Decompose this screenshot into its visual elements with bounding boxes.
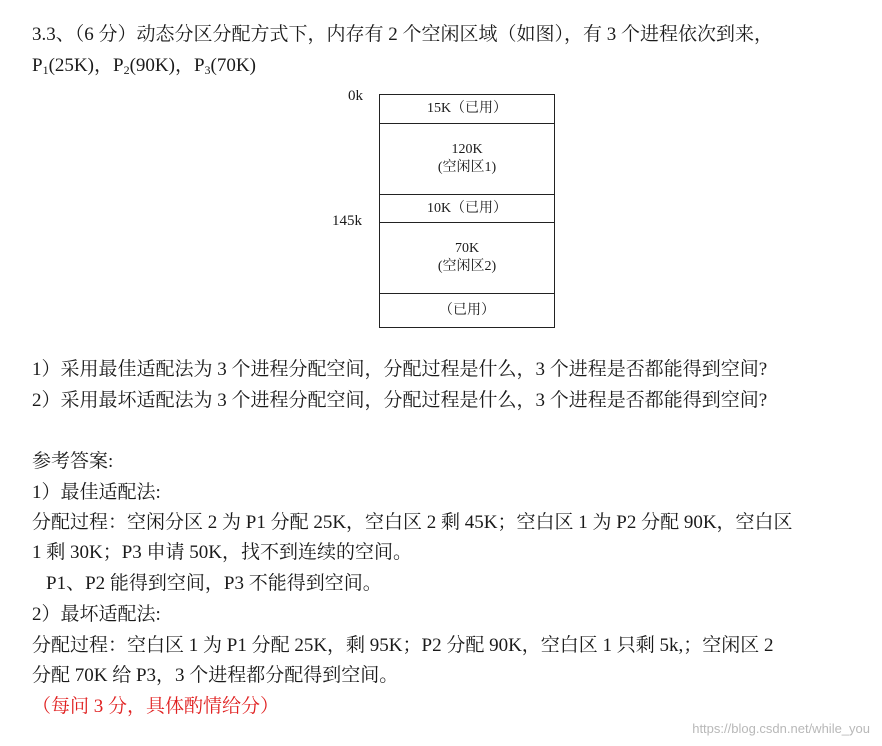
question-1: 1）采用最佳适配法为 3 个进程分配空间，分配过程是什么，3 个进程是否都能得到空间?: [32, 359, 768, 380]
best-fit-process-line-2: 1 剩 30K；P3 申请 50K，找不到连续的空间。: [32, 542, 413, 563]
process-list: [32, 54, 256, 78]
process-p3: $P_3(70K)$: [193, 55, 256, 77]
memory-diagram: [330, 88, 570, 338]
worst-fit-title: 2）最坏适配法:: [32, 604, 161, 625]
watermark: https://blog.csdn.net/while_you: [692, 721, 870, 736]
segment-used-15k: 15K（已用）: [380, 95, 554, 124]
address-label-145k: 145k: [332, 213, 362, 229]
process-p2: $P_2(90K)$，: [112, 55, 194, 77]
answer-heading: 参考答案:: [32, 451, 114, 472]
memory-block: [379, 94, 555, 328]
scoring-note: （每问 3 分，具体酌情给分）: [32, 696, 280, 717]
best-fit-conclusion: P1、P2 能得到空间，P3 不能得到空间。: [46, 573, 382, 594]
address-label-0k: 0k: [348, 88, 363, 104]
best-fit-title: 1）最佳适配法:: [32, 482, 161, 503]
worst-fit-process-line-1: 分配过程：空白区 1 为 P1 分配 25K，剩 95K；P2 分配 90K，空白区 1 只剩 5k,；空闲区 2: [32, 635, 774, 656]
question-2: 2）采用最坏适配法为 3 个进程分配空间，分配过程是什么，3 个进程是否都能得到空间?: [32, 390, 768, 411]
segment-used-10k: 10K（已用）: [380, 195, 554, 223]
segment-free-2: 70K (空闲区2): [380, 223, 554, 294]
segment-used-tail: （已用）: [439, 302, 495, 318]
worst-fit-process-line-2: 分配 70K 给 P3，3 个进程都分配得到空间。: [32, 665, 399, 686]
best-fit-process-line-1: 分配过程：空闲分区 2 为 P1 分配 25K，空白区 2 剩 45K；空白区 1 为 P2 分配 90K，空白区: [32, 512, 793, 533]
process-p1: $P_1(25K)$，: [32, 55, 113, 77]
question-line-1: 3.3、（6 分）动态分区分配方式下，内存有 2 个空闲区域（如图），有 3 个进程依次到来，: [32, 24, 774, 45]
segment-free-1: 120K (空闲区1): [380, 124, 554, 195]
